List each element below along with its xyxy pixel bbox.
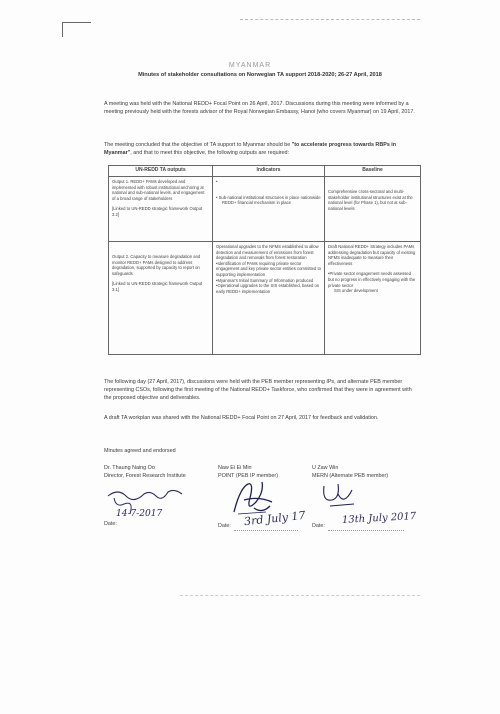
baseline-2-cell <box>325 242 421 355</box>
country-heading: MYANMAR <box>228 62 272 69</box>
header-baseline: Baseline <box>325 166 421 177</box>
indicator-1-bullet: • <box>216 179 218 184</box>
baseline-2-bullet: • Private sector engagement needs assessed but no progress in effectively engaging with the private sector <box>328 271 417 288</box>
scan-header-rule <box>240 19 420 20</box>
indicator-2-bullet: • Identification of PAMs requiring private sector engagement and key private sector entities committed to supporting implementation <box>216 261 321 278</box>
signatory-2-name: Naw Ei Ei Min <box>218 465 252 471</box>
table-row <box>109 177 421 242</box>
scan-footer-rule <box>180 595 420 596</box>
date-line-2 <box>234 530 298 531</box>
indicator-2-bullet: • Myanmar's Initial Summary of Information produced <box>216 278 321 284</box>
scan-corner-mark <box>62 22 91 37</box>
signature-1-handwriting <box>104 486 194 520</box>
output-1-cell <box>109 177 213 242</box>
output-2-link: [Linked to UN-REDD strategic framework Output 3.1] <box>112 281 203 292</box>
signatory-3-role: MERN (Alternate PEB member) <box>312 473 389 479</box>
indicator-1-item: • Sub-national institutional structures in place nationwide <box>216 194 321 200</box>
document-title: Minutes of stakeholder consultations on Norwegian TA support 2018-2020; 26-27 April, 2018 <box>138 72 382 78</box>
signatory-2-handwritten-date: 3rd July 17 <box>243 508 307 529</box>
output-1-text: Output 1. REDD+ PAMs developed and implemented with robust institutional anchoring at national and sub-national levels, and engagement of a broad range of stakeholders <box>112 179 205 201</box>
output-2-text: Output 2. Capacity to measure degradation and monitor REDD+ PAMs designed to address degradation, supported by capacity to report on safeguards <box>112 254 201 276</box>
paragraph-peb-discussion: The following day (27 April, 2017), discussions were held with the PEB member representing IPs, and alternate PEB member representing CSOs, following the first meeting of the National REDD+ Taskforce, who confirmed that they were in agreement with the proposed objective and deliverables. <box>104 379 412 401</box>
header-outputs: UN-REDD TA outputs <box>109 166 213 177</box>
baseline-1-cell <box>325 177 421 242</box>
signature-1-date-text: 14-7-2017 <box>116 509 163 519</box>
header-indicators: Indicators <box>213 166 325 177</box>
baseline-2-top: Draft National REDD+ Strategy includes PAMs addressing degradation but capacity of existing NFMS inadequate to measure their effectiveness <box>328 244 416 266</box>
paragraph-workplan: A draft TA workplan was shared with the National REDD+ Focal Point on 27 April, 2017 for feedback and validation. <box>104 415 379 421</box>
signatory-2-role: POINT (PEB IP member) <box>218 473 279 479</box>
paragraph-objective <box>104 141 418 157</box>
indicator-1-item-2: REDD+ financial mechanism in place <box>222 200 292 206</box>
signatory-3-date-label: Date: <box>312 523 325 529</box>
objective-text-start: The meeting concluded that the objective of TA support to Myanmar should be <box>104 142 292 148</box>
paragraph-endorsed: Minutes agreed and endorsed <box>104 448 176 454</box>
signatory-1 <box>104 464 186 480</box>
baseline-2-bullet-2: SIS under development <box>334 288 378 294</box>
indicators-2-cell <box>213 242 325 355</box>
signatory-3-handwritten-date: 13th July 2017 <box>341 511 417 526</box>
table-row <box>109 242 421 355</box>
signatory-1-role: Director, Forest Research Institute <box>104 473 186 479</box>
objective-text-bold: "to accelerate progress towards RBPs in Myanmar" <box>104 142 397 156</box>
baseline-1-text: Comprehensive cross-sectoral and multi-stakeholder institutional structures exist at the national level (for Phase 1), but not at sub-national levels <box>328 189 413 211</box>
outputs-table <box>108 165 421 355</box>
output-2-cell <box>109 242 213 355</box>
indicators-1-cell <box>213 177 325 242</box>
signatory-3-name: U Zaw Win <box>312 465 339 471</box>
date-line-3 <box>328 530 404 531</box>
signatory-3 <box>312 464 388 480</box>
indicator-2-bullet: • Operational upgrades to the SIS established, based on early REDD+ implementation <box>216 283 321 294</box>
output-1-link: [Linked to UN-REDD strategic framework Output 3.2] <box>112 206 203 217</box>
indicator-2-top: Operational upgrades to the NFMS established to allow detection and measurement of emissions from forest degradation and removals from forest restoration <box>216 244 319 261</box>
signatory-1-name: Dr. Thaung Naing Oo <box>104 465 155 471</box>
signature-3-handwriting <box>318 480 362 512</box>
signatory-1-date-label: Date: <box>104 521 117 527</box>
signatory-2-date-label: Date: <box>218 523 231 529</box>
paragraph-meeting: A meeting was held with the National REDD+ Focal Point on 26 April, 2017. Discussions during this meeting were informed by a meeting previously held with the forests advisor of the Royal Norwegian Embassy, Hanoi (who covers Myanmar) on 19 April, 2017. <box>104 101 415 115</box>
table-header-row <box>109 166 421 177</box>
objective-text-end: , and that to meet this objective, the following outputs are required: <box>130 150 290 156</box>
